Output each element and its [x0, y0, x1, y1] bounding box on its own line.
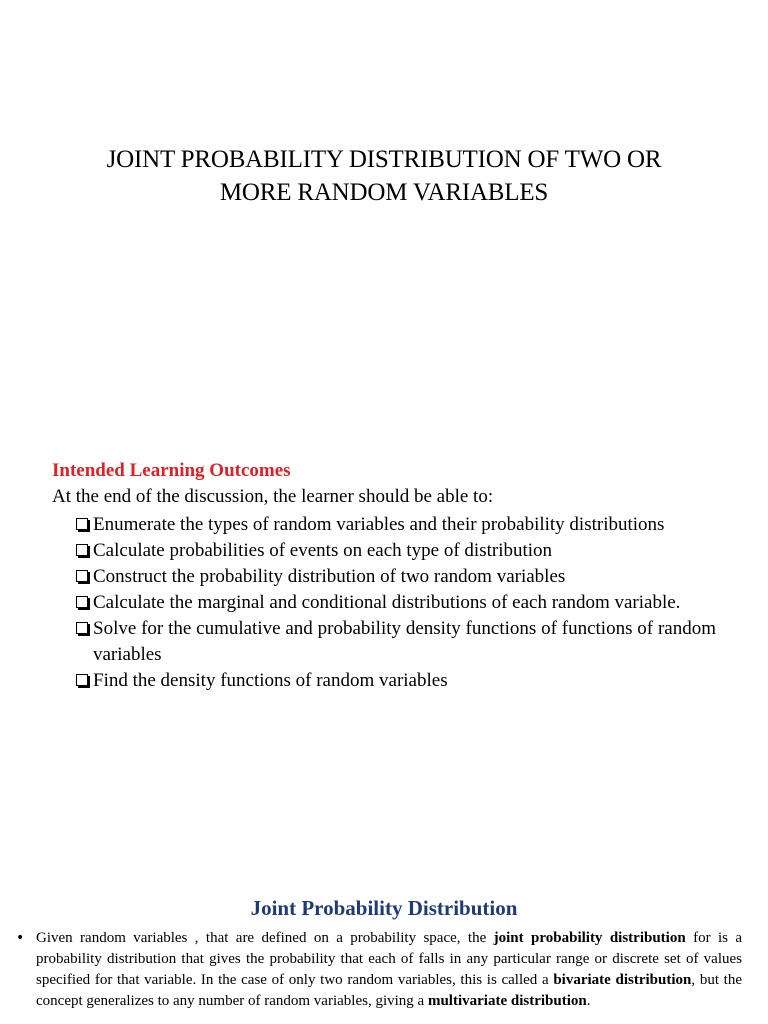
list-item [75, 538, 716, 564]
slide-title [40, 143, 728, 209]
list-item [75, 668, 716, 694]
outcome-text: Enumerate the types of random variables and their probability distributions [93, 514, 665, 535]
outcome-text: Find the density functions of random variables [93, 670, 448, 691]
checkbox-bullet-icon [76, 570, 88, 582]
outcomes-intro: At the end of the discussion, the learner should be able to: [52, 486, 494, 507]
para-text-1: Given random variables , that are defined on a probability space, the [36, 930, 494, 946]
para-text-3: , but the concept generalizes to any number of random variables, giving a [36, 972, 742, 1009]
checkbox-bullet-icon [76, 674, 88, 686]
outcomes-heading: Intended Learning Outcomes [52, 460, 291, 481]
definition-paragraph [36, 928, 742, 1012]
list-item [75, 512, 716, 538]
term-bivariate-distribution: bivariate distribution [553, 972, 692, 988]
checkbox-bullet-icon [76, 544, 88, 556]
term-joint-probability-distribution: joint probability distribution [493, 930, 686, 946]
section-title: Joint Probability Distribution [250, 896, 518, 920]
para-text-4: . [586, 993, 591, 1009]
checkbox-bullet-icon [76, 596, 88, 608]
para-text-2: for is a probability distribution that gives the probability that each of falls in any particular range or discrete set of values specified for that variable. In the case of only two random variables, this is called a [36, 930, 742, 988]
slide-title-line-1: JOINT PROBABILITY DISTRIBUTION OF TWO OR [106, 146, 662, 173]
list-item [75, 590, 716, 616]
checkbox-bullet-icon [76, 518, 88, 530]
outcome-text: Construct the probability distribution of two random variables [93, 566, 566, 587]
joint-distribution-slide [0, 864, 768, 1024]
term-multivariate-distribution: multivariate distribution [427, 993, 587, 1009]
outcome-text: Solve for the cumulative and probability density functions of functions of random variables [93, 618, 716, 665]
checkbox-bullet-icon [76, 622, 88, 634]
list-item [75, 564, 716, 590]
outcomes-list [75, 512, 716, 694]
learning-outcomes-slide [0, 432, 768, 864]
list-item [75, 616, 716, 668]
bullet-icon: • [16, 930, 25, 946]
outcome-text: Calculate probabilities of events on each type of distribution [93, 540, 553, 561]
title-slide [0, 0, 768, 432]
slide-title-line-2: MORE RANDOM VARIABLES [219, 179, 549, 206]
outcome-text: Calculate the marginal and conditional distributions of each random variable. [93, 592, 681, 613]
